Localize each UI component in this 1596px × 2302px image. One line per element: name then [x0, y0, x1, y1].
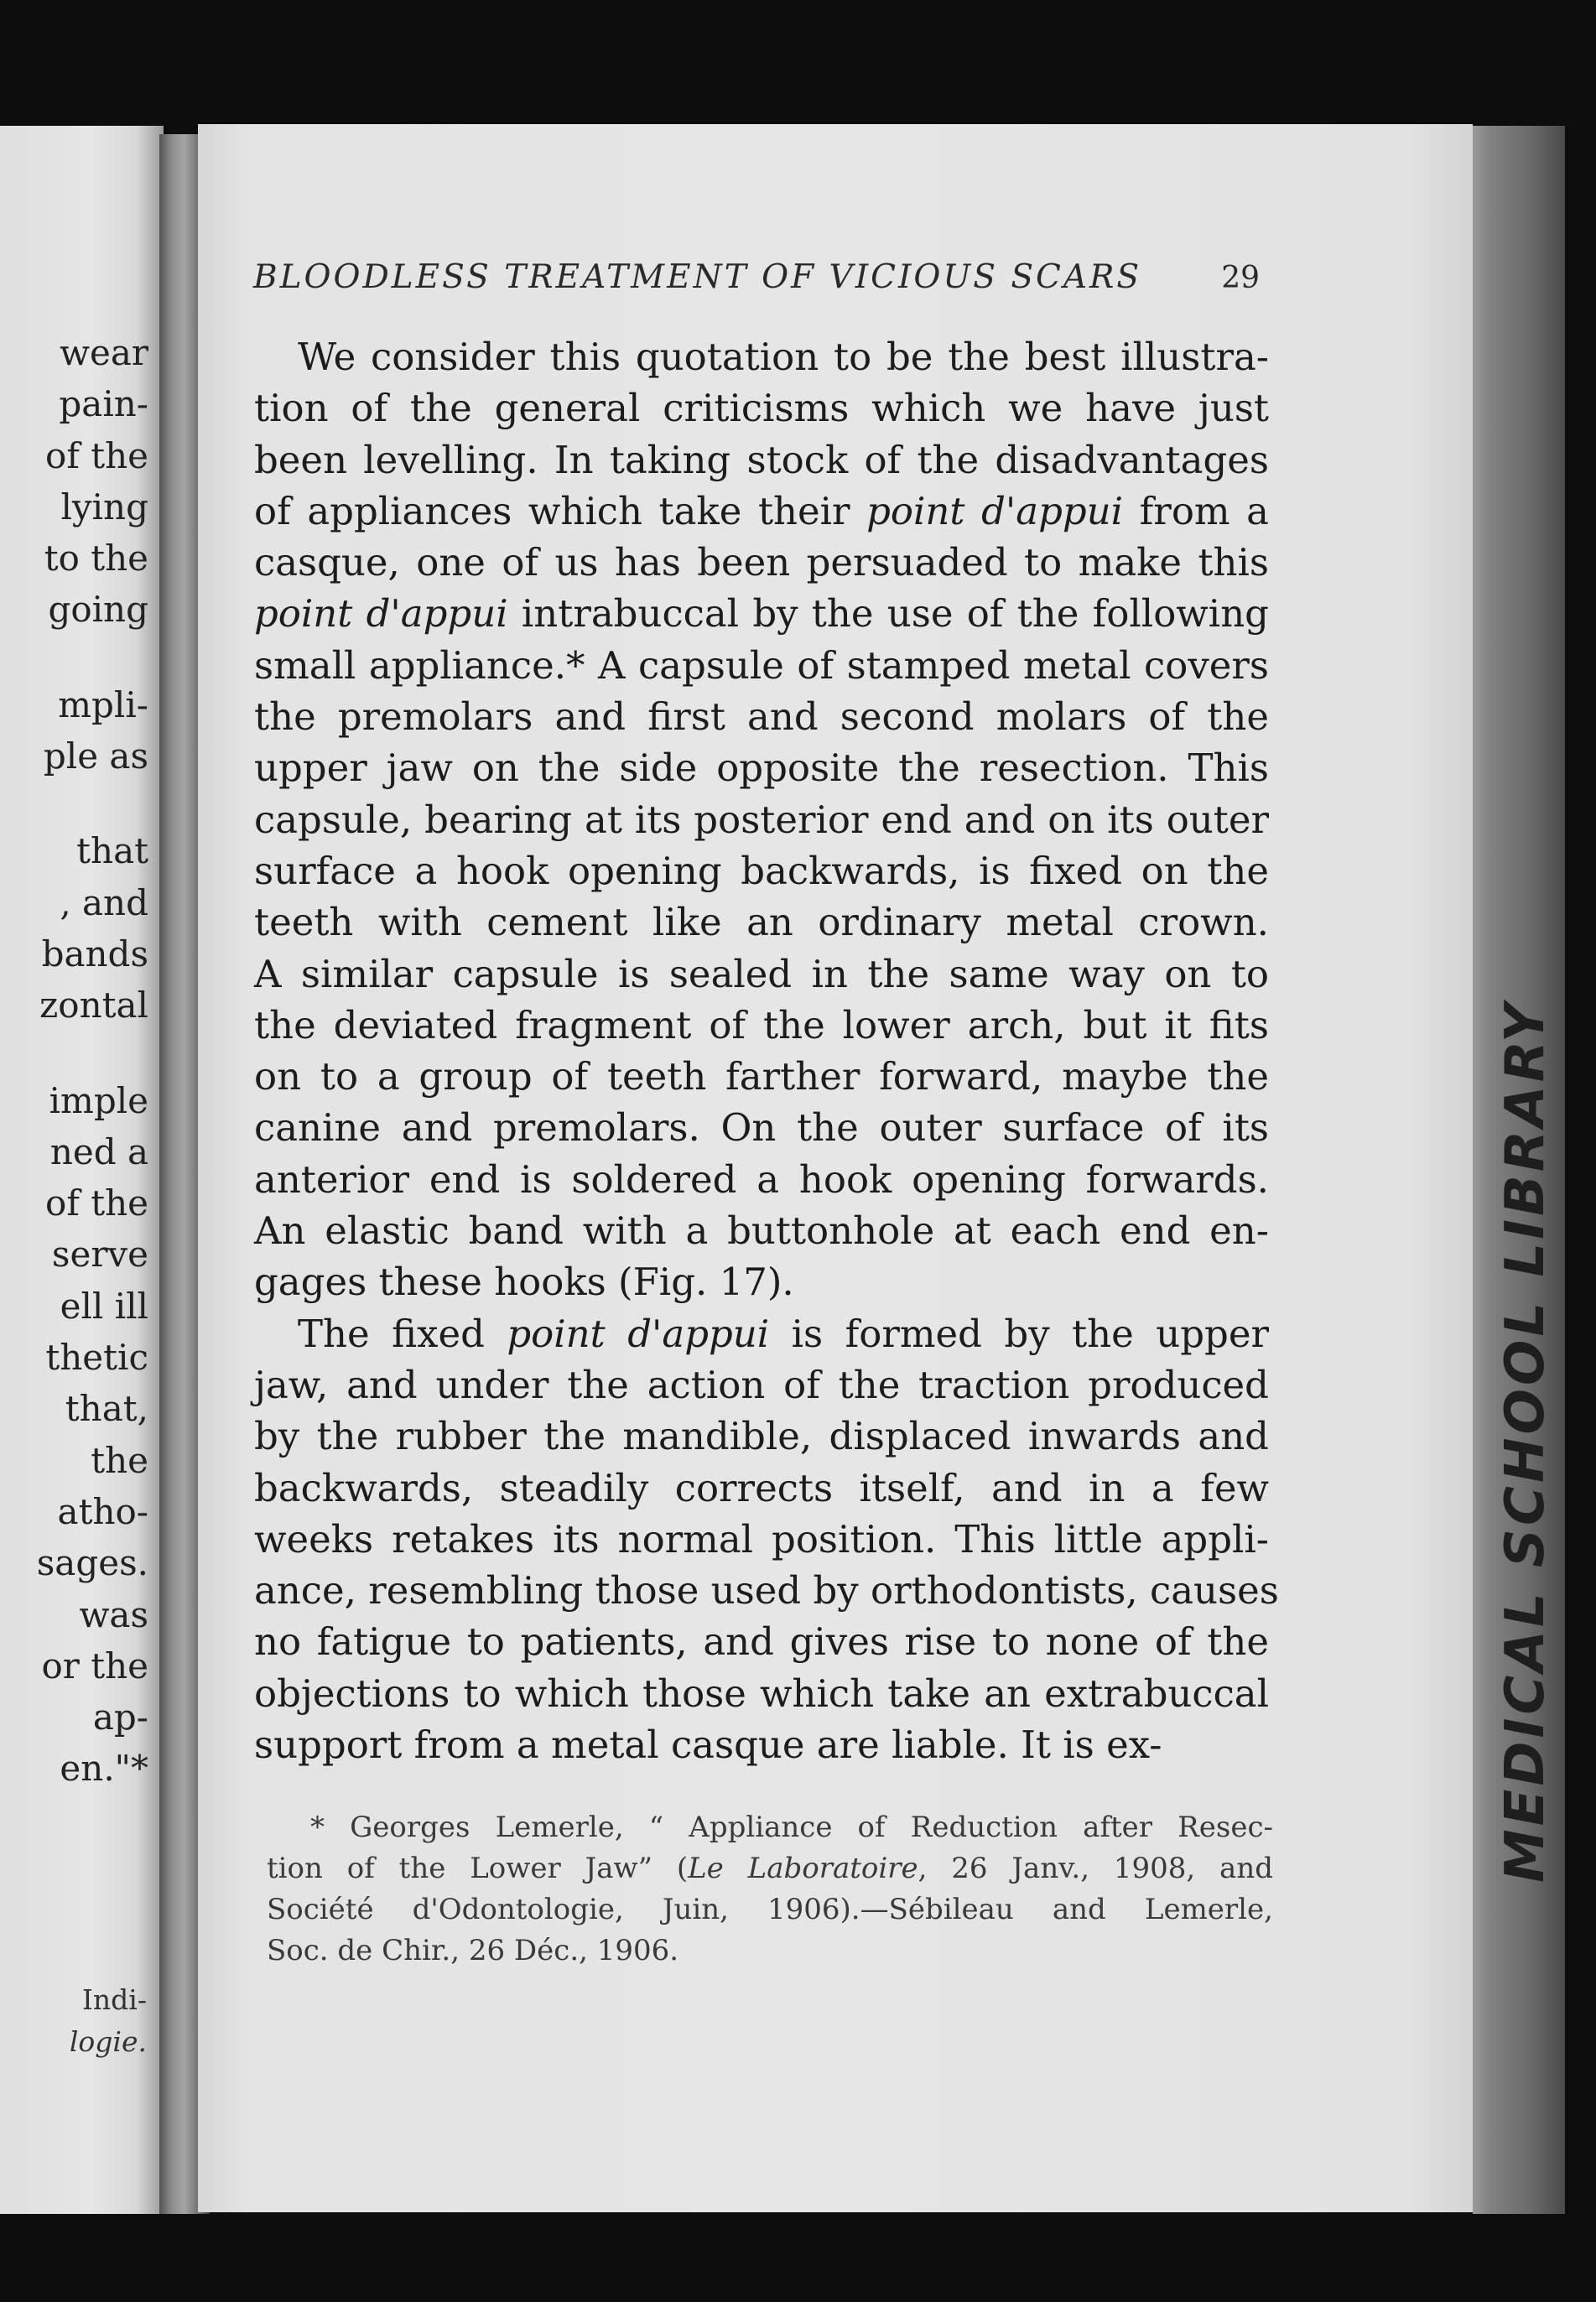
running-head [253, 258, 1260, 296]
page-number: 29 [1221, 261, 1260, 295]
body-line [254, 588, 1269, 639]
left-page-fragment: of the [45, 1182, 148, 1224]
body-line: canine and premolars. On the outer surface of its [254, 1105, 1269, 1151]
left-page-fragment: of the [45, 434, 148, 476]
left-page-fragment: to the [44, 538, 148, 579]
text-run: , 26 Janv., 1908, and [918, 1852, 1273, 1885]
footnote-line: Soc. de Chir., 26 Déc., 1906. [267, 1934, 679, 1967]
left-page-footnote-fragment: logie. [69, 2025, 147, 2058]
text-run: from a [1123, 488, 1269, 533]
left-page-fragment: thetic [45, 1337, 148, 1379]
left-facing-page [0, 126, 164, 2214]
left-page-footnote-fragment: Indi- [81, 1983, 147, 2016]
italic-term: point d'appui [507, 1311, 770, 1356]
left-page-fragment: or the [41, 1645, 148, 1686]
left-page-fragment: ned a [49, 1130, 148, 1172]
left-page-fragment: going [48, 589, 148, 631]
left-page-fragment: , and [60, 881, 148, 923]
text-run: of appliances which take their [254, 488, 867, 533]
body-line [254, 486, 1269, 537]
paragraph-gap [37, 636, 148, 679]
running-head-title: BLOODLESS TREATMENT OF VICIOUS SCARS [253, 258, 1142, 296]
body-line: anterior end is soldered a hook opening forwards. [254, 1156, 1269, 1202]
footnote-line: Société d'Odontologie, Juin, 1906).—Sébileau and Lemerle, [267, 1893, 1273, 1926]
body-line: support from a metal casque are liable. It is ex- [254, 1723, 1162, 1768]
paragraph-gap [37, 782, 148, 825]
left-page-fragment: wear [60, 332, 148, 373]
body-line: been levelling. In taking stock of the disadvantages [254, 437, 1269, 482]
left-page-footnote-fragments [70, 1979, 147, 2063]
body-line: the deviated fragment of the lower arch, but it fits [254, 1002, 1269, 1047]
text-run: intrabuccal by the use of the following [507, 591, 1269, 637]
left-page-fragment: atho- [57, 1490, 148, 1532]
paragraph-1 [254, 331, 1269, 1308]
italic-term: point d'appui [866, 488, 1124, 533]
left-page-fragment: that [76, 830, 148, 872]
left-page-fragment: ap- [92, 1697, 148, 1738]
body-text [254, 331, 1279, 1770]
body-line: on to a group of teeth farther forward, maybe the [254, 1054, 1269, 1099]
body-line: surface a hook opening backwards, is fixed on the [254, 848, 1269, 893]
left-page-fragment: bands [41, 933, 148, 974]
body-line: casque, one of us has been persuaded to make this [254, 540, 1269, 585]
left-page-fragment: pain- [59, 383, 148, 425]
left-page-fragment: was [79, 1593, 148, 1635]
left-page-fragment: mpli- [58, 683, 148, 725]
body-line: backwards, steadily corrects itself, and in a few [254, 1465, 1269, 1510]
body-line: tion of the general criticisms which we have just [254, 386, 1269, 431]
text-run: The fixed [298, 1311, 507, 1356]
body-line: A similar capsule is sealed in the same way on to [254, 951, 1269, 996]
body-line: An elastic band with a buttonhole at each end en- [254, 1208, 1269, 1254]
body-line: the premolars and first and second molars of the [254, 694, 1269, 740]
body-line: capsule, bearing at its posterior end and on its outer [254, 797, 1269, 842]
left-page-fragment: imple [49, 1079, 148, 1121]
body-line [254, 1308, 1269, 1359]
body-line: by the rubber the mandible, displaced inwards and [254, 1414, 1269, 1459]
footnote-line: * Georges Lemerle, “ Appliance of Reduction after Resec- [310, 1811, 1273, 1844]
left-page-text-fragments [37, 327, 148, 1795]
left-page-fragment: that, [65, 1388, 148, 1430]
body-line: objections to which those which take an extrabuccal [254, 1671, 1269, 1716]
left-page-fragment: ple as [43, 735, 148, 777]
body-line: weeks retakes its normal position. This little appli- [254, 1516, 1269, 1562]
text-run: tion of the Lower Jaw” ( [267, 1852, 689, 1885]
italic-term: Le Laboratoire [688, 1852, 918, 1885]
left-page-fragment: en."* [60, 1748, 148, 1790]
left-page-fragment: serve [51, 1234, 148, 1276]
body-line: We consider this quotation to be the best illustra- [298, 335, 1269, 379]
left-page-fragment: lying [60, 486, 148, 527]
paragraph-gap [37, 1031, 148, 1075]
footnote-line [267, 1848, 1273, 1889]
body-line: gages these hooks (Fig. 17). [254, 1260, 794, 1305]
body-line: jaw, and under the action of the traction produced [254, 1362, 1269, 1407]
body-line: small appliance.* A capsule of stamped metal covers [254, 642, 1269, 688]
left-page-fragment: sages. [36, 1542, 148, 1584]
body-line: no fatigue to patients, and gives rise to none of the [254, 1619, 1269, 1665]
body-line: upper jaw on the side opposite the resection. This [254, 746, 1269, 791]
left-page-fragment: the [91, 1439, 148, 1481]
body-line: ance, resembling those used by orthodontists, causes [254, 1568, 1279, 1613]
text-run: is formed by the upper [769, 1311, 1269, 1356]
left-page-fragment: zontal [39, 985, 148, 1026]
footnote [267, 1807, 1273, 1972]
italic-term: point d'appui [254, 591, 508, 637]
paragraph-2 [254, 1308, 1279, 1771]
left-page-fragment: ell ill [60, 1285, 148, 1327]
body-line: teeth with cement like an ordinary metal crown. [254, 900, 1269, 945]
spine-label: MEDICAL SCHOOL LIBRARY [1495, 1000, 1557, 1883]
